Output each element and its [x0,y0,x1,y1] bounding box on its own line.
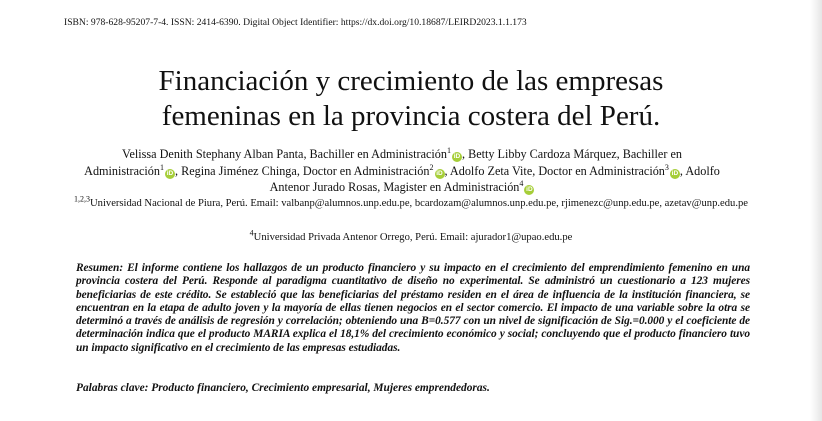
author-name-role: Adolfo Zeta Vite, Doctor en Administración [449,163,665,178]
author-name-role: Regina Jiménez Chinga, Doctor en Administración [181,163,430,178]
author-4 [450,164,685,178]
orcid-icon[interactable]: iD [453,153,461,160]
affiliation-2 [0,230,822,245]
abstract: Resumen: El informe contiene los hallazgos de un producto financiero y su impacto en el crecimiento del emprendimiento femenino en una provincia costera del Perú. Responde al paradigma cuantitativo de diseño no experimental. Se administró un cuestionario a 123 mujeres beneficiarias de este crédito. Se estableció que las beneficiarias del préstamo residen en el área de influencia de la institución financiera, se encuentran en la etapa de adulto joven y la mayoría de ellas tienen negocios en el sector comercio. El impacto de una variable sobre la otra se determinó a través de análisis de regresión y correlación; obteniendo una B=0.577 con un nivel de significación de Sig.=0.000 y el coeficiente de determinación indica que el producto MARIA explica el 18,1% del crecimiento económico y social; concluyendo que el producto financiero tuvo un impacto significativo en el crecimiento de las empresas estudiadas. [76,262,750,354]
orcid-icon[interactable]: iD [526,186,533,193]
affiliation-numbers: 1,2,3 [74,194,90,204]
author-name-role: Velissa Denith Stephany Alban Panta, Bachiller en Administración [122,147,447,161]
author-separator: , [444,163,450,178]
orcid-icon[interactable]: iD [671,169,679,177]
author-affiliation-number: 2 [429,162,434,172]
author-separator: , [461,147,469,161]
publication-identifiers: ISBN: 978-628-95207-7-4. ISSN: 2414-6390. Digital Object Identifier: https://dx.doi.org/10.18687/LEIRD2023.1.1.173 [64,17,527,28]
author-affiliation-number: 4 [519,178,524,188]
affiliation-text: Universidad Privada Antenor Orrego, Perú. Email: ajurador1@upao.edu.pe [253,232,573,243]
affiliation-numbers: 4 [249,228,254,238]
affiliation-1 [0,196,822,211]
orcid-icon[interactable]: iD [166,169,174,177]
author-name-role: Adolfo Antenor Jurado Rosas, Magister en Administración [269,163,720,194]
paper-title-line-1: Financiación y crecimiento de las empresas [158,65,664,97]
author-separator: , [679,163,686,178]
paper-title [0,64,822,134]
paper-title-line-2: femeninas en la provincia costera del Perú. [161,100,661,132]
keywords: Palabras clave: Producto financiero, Crecimiento empresarial, Mujeres emprendedoras. [76,382,490,394]
orcid-icon[interactable]: iD [436,169,443,177]
author-1 [122,147,468,161]
author-affiliation-number: 1 [446,145,451,155]
author-affiliation-number: 3 [664,162,669,172]
affiliation-text: Universidad Nacional de Piura, Perú. Email: valbanp@alumnos.unp.edu.pe, bcardozam@alumnos.unp.edu.pe, rjimenezc@unp.edu.pe, azetav@unp.edu.pe [90,198,748,209]
author-3 [181,164,450,178]
author-affiliation-number: 1 [159,162,164,172]
author-list [82,146,722,196]
author-separator: , [174,163,182,178]
author-name-role: Betty Libby Cardoza Márquez, Bachiller en Administración [84,147,682,178]
